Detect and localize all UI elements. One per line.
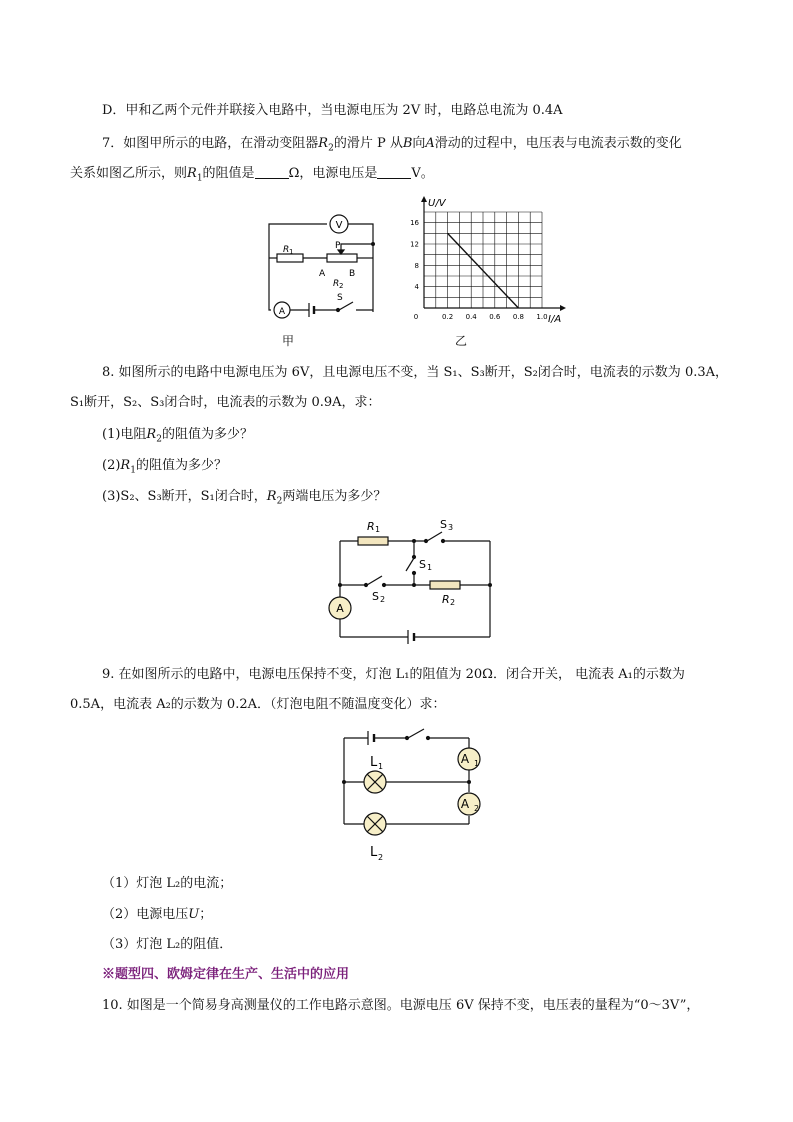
q8-s3-label: S: [440, 518, 447, 531]
ammeter-label: A: [278, 307, 286, 317]
q8-sub3: (3)S₂、S₃断开，S₁闭合时，$R_2$两端电压为多少？: [102, 489, 387, 507]
terminal-a-label: A: [319, 269, 326, 279]
answer-blank-r1: [255, 166, 289, 179]
q8-line1: 8. 如图所示的电路中电源电压为 6V，且电源电压不变，当 S₁、S₃断开，S₂闭合时，电流表的示数为 0.3A，: [102, 365, 729, 380]
svg-text:1: 1: [375, 525, 381, 534]
q6-option-d: D．甲和乙两个元件并联接入电路中，当电源电压为 2V 时，电路总电流为 0.4A: [102, 103, 563, 118]
x-axis-label: I/A: [548, 314, 562, 325]
svg-text:2: 2: [378, 853, 384, 862]
voltmeter-label: V: [335, 220, 343, 231]
q9-a1-label: A: [460, 752, 470, 766]
switch-s-label: S: [337, 293, 343, 303]
q8-sub2: $(2)R_1$的阻值为多少？: [102, 458, 227, 476]
svg-text:1: 1: [427, 563, 433, 572]
y-tick-label: 12: [410, 240, 419, 249]
q8-line2: S₁断开，S₂、S₃闭合时，电流表的示数为 0.9A，求：: [70, 395, 381, 410]
svg-text:1: 1: [474, 759, 480, 768]
r1-label: R: [283, 245, 290, 255]
q8-circuit-diagram: [318, 515, 500, 645]
caption-yi: 乙: [455, 334, 468, 348]
svg-text:2: 2: [380, 595, 386, 604]
y-tick-label: 8: [414, 261, 419, 270]
q7-line1: 7．如图甲所示的电路，在滑动变阻器$R_2$的滑片 P 从B向A滑动的过程中，电压表与电流表示数的变化: [102, 136, 682, 154]
q8-r1-label: R: [367, 520, 375, 533]
svg-text:3: 3: [448, 523, 454, 532]
q9-circuit-diagram: [330, 722, 490, 870]
x-tick-label: 0.4: [465, 313, 477, 321]
q7-circuit-diagram: [255, 210, 390, 325]
q9-sub3: （3）灯泡 L₂的阻值．: [102, 937, 233, 952]
y-tick-label: 16: [410, 219, 419, 228]
svg-text:2: 2: [339, 282, 344, 290]
x-tick-label: 1.0: [536, 313, 548, 321]
caption-jia: 甲: [282, 334, 295, 348]
q9-line2: 0.5A，电流表 A₂的示数为 0.2A．（灯泡电阻不随温度变化）求：: [70, 697, 446, 712]
q9-sub2: （2）电源电压U；: [102, 907, 213, 922]
q9-l2-label: L: [370, 845, 378, 860]
y-axis-label: U/V: [428, 198, 446, 209]
q9-sub1: （1）灯泡 L₂的电流；: [102, 876, 233, 891]
q9-line1: 9. 在如图所示的电路中，电源电压保持不变，灯泡 L₁的阻值为 20Ω．闭合开关， 电流表 A₁的示数为: [102, 667, 685, 682]
svg-text:1: 1: [289, 248, 294, 256]
q10-line1: 10. 如图是一个简易身高测量仪的工作电路示意图。电源电压 6V 保持不变，电压表的量程为“0～3V”，: [102, 998, 700, 1013]
answer-blank-voltage: [377, 166, 411, 179]
x-tick-label: 0.2: [442, 313, 454, 321]
x-tick-label: 0.6: [489, 313, 501, 321]
x-tick-label: 0.8: [512, 313, 524, 321]
q8-ammeter-label: A: [336, 602, 344, 615]
q8-s1-label: S: [419, 558, 426, 571]
q7-line2: 关系如图乙所示，则$R_1$的阻值是 Ω，电源电压是 V。: [70, 166, 434, 184]
section-heading: ※题型四、欧姆定律在生产、生活中的应用: [102, 967, 350, 982]
y-axis-arrow: [421, 196, 427, 202]
q8-r2-label: R: [442, 593, 450, 606]
slider-p-label: P: [335, 241, 341, 251]
q8-sub1: (1)电阻$R_2$的阻值为多少？: [102, 427, 253, 445]
ui-chart: [402, 196, 577, 331]
svg-text:1: 1: [378, 762, 384, 771]
x-axis-arrow: [560, 305, 566, 311]
x-tick-label: 0: [413, 313, 419, 321]
svg-text:2: 2: [450, 598, 456, 607]
q9-l1-label: L: [370, 755, 378, 770]
y-tick-label: 4: [414, 283, 419, 292]
r2-label: R: [333, 279, 340, 289]
svg-text:2: 2: [474, 804, 480, 813]
q9-a2-label: A: [460, 797, 470, 811]
terminal-b-label: B: [349, 269, 356, 279]
q8-s2-label: S: [372, 590, 379, 603]
